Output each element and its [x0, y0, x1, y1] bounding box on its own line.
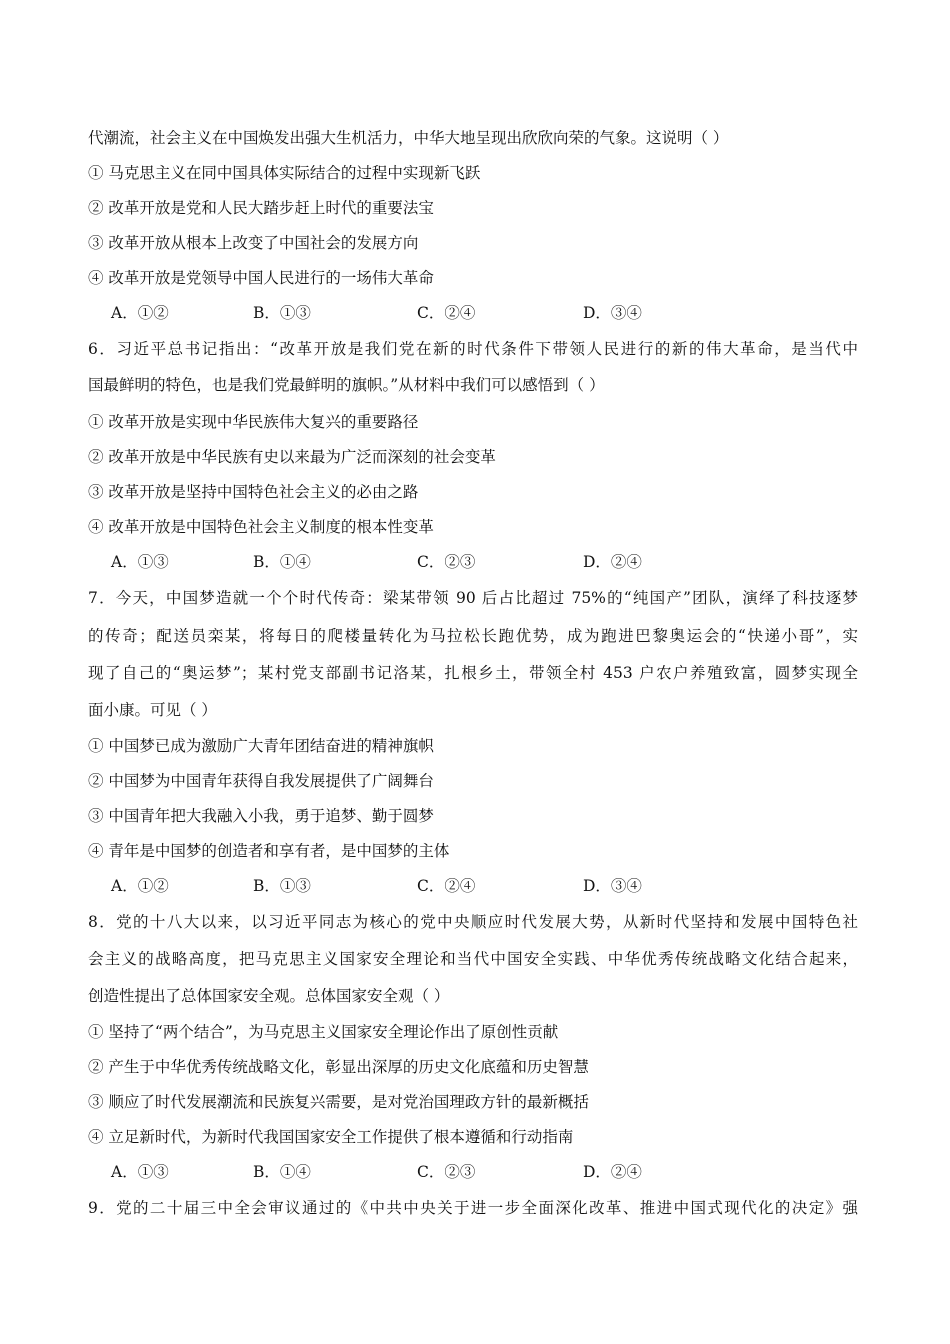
q6-statement-1: ① 改革开放是实现中华民族伟大复兴的重要路径: [88, 413, 419, 431]
q8-statement-2: ② 产生于中华优秀传统战略文化，彰显出深厚的历史文化底蕴和历史智慧: [88, 1058, 589, 1076]
q5-option-a: A．①②: [111, 304, 169, 322]
q7-statement-2: ② 中国梦为中国青年获得自我发展提供了广阔舞台: [88, 772, 434, 790]
q8-stem-line-3: 创造性提出了总体国家安全观。总体国家安全观（ ）: [88, 987, 450, 1005]
q5-statement-1: ① 马克思主义在同中国具体实际结合的过程中实现新飞跃: [88, 164, 481, 182]
q8-statement-3: ③ 顺应了时代发展潮流和民族复兴需要，是对党治国理政方针的最新概括: [88, 1093, 589, 1111]
q7-stem-line-4: 面小康。可见（ ）: [88, 701, 217, 719]
q8-option-c: C．②③: [417, 1163, 476, 1181]
q6-option-c: C．②③: [417, 553, 476, 571]
q5-statement-3: ③ 改革开放从根本上改变了中国社会的发展方向: [88, 234, 419, 252]
q5-option-d: D．③④: [583, 304, 642, 322]
q7-stem-line-3: 现了自己的“奥运梦”；某村党支部副书记洛某，扎根乡土，带领全村 453 户农户养殖致富，圆梦实现全: [88, 664, 858, 682]
q5-statement-4: ④ 改革开放是党领导中国人民进行的一场伟大革命: [88, 269, 434, 287]
q8-option-d: D．②④: [583, 1163, 642, 1181]
q8-statement-1: ① 坚持了“两个结合”，为马克思主义国家安全理论作出了原创性贡献: [88, 1023, 559, 1041]
q5-option-b: B．①③: [253, 304, 311, 322]
q9-stem-line-1: 9．党的二十届三中全会审议通过的《中共中央关于进一步全面深化改革、推进中国式现代化的决定》强: [88, 1199, 858, 1217]
q6-stem-line-2: 国最鲜明的特色，也是我们党最鲜明的旗帜。”从材料中我们可以感悟到（ ）: [88, 376, 605, 394]
q6-stem-line-1: 6．习近平总书记指出：“改革开放是我们党在新的时代条件下带领人民进行的新的伟大革命，是当代中: [88, 340, 858, 358]
q8-stem-line-2: 会主义的战略高度，把马克思主义国家安全理论和当代中国安全实践、中华优秀传统战略文化结合起来，: [88, 950, 858, 968]
q7-statement-3: ③ 中国青年把大我融入小我，勇于追梦、勤于圆梦: [88, 807, 434, 825]
q8-statement-4: ④ 立足新时代，为新时代我国国家安全工作提供了根本遵循和行动指南: [88, 1128, 574, 1146]
q6-statement-3: ③ 改革开放是坚持中国特色社会主义的必由之路: [88, 483, 419, 501]
q7-option-c: C．②④: [417, 877, 476, 895]
q7-statement-1: ① 中国梦已成为激励广大青年团结奋进的精神旗帜: [88, 737, 434, 755]
q5-stem-tail: 代潮流，社会主义在中国焕发出强大生机活力，中华大地呈现出欣欣向荣的气象。这说明（ ）: [88, 129, 729, 147]
q8-option-a: A．①③: [111, 1163, 169, 1181]
q8-stem-line-1: 8．党的十八大以来，以习近平同志为核心的党中央顺应时代发展大势，从新时代坚持和发展中国特色社: [88, 913, 858, 931]
q6-option-b: B．①④: [253, 553, 311, 571]
q6-statement-4: ④ 改革开放是中国特色社会主义制度的根本性变革: [88, 518, 434, 536]
q5-statement-2: ② 改革开放是党和人民大踏步赶上时代的重要法宝: [88, 199, 434, 217]
q7-option-d: D．③④: [583, 877, 642, 895]
q6-option-d: D．②④: [583, 553, 642, 571]
q7-statement-4: ④ 青年是中国梦的创造者和享有者，是中国梦的主体: [88, 842, 450, 860]
q7-option-b: B．①③: [253, 877, 311, 895]
q7-stem-line-1: 7．今天，中国梦造就一个个时代传奇：梁某带领 90 后占比超过 75%的“纯国产”团队，演绎了科技逐梦: [88, 589, 858, 607]
q6-statement-2: ② 改革开放是中华民族有史以来最为广泛而深刻的社会变革: [88, 448, 496, 466]
q8-option-b: B．①④: [253, 1163, 311, 1181]
q7-option-a: A．①②: [111, 877, 169, 895]
q7-stem-line-2: 的传奇；配送员栾某，将每日的爬楼量转化为马拉松长跑优势，成为跑进巴黎奥运会的“快递小哥”，实: [88, 627, 858, 645]
q5-option-c: C．②④: [417, 304, 476, 322]
q6-option-a: A．①③: [111, 553, 169, 571]
